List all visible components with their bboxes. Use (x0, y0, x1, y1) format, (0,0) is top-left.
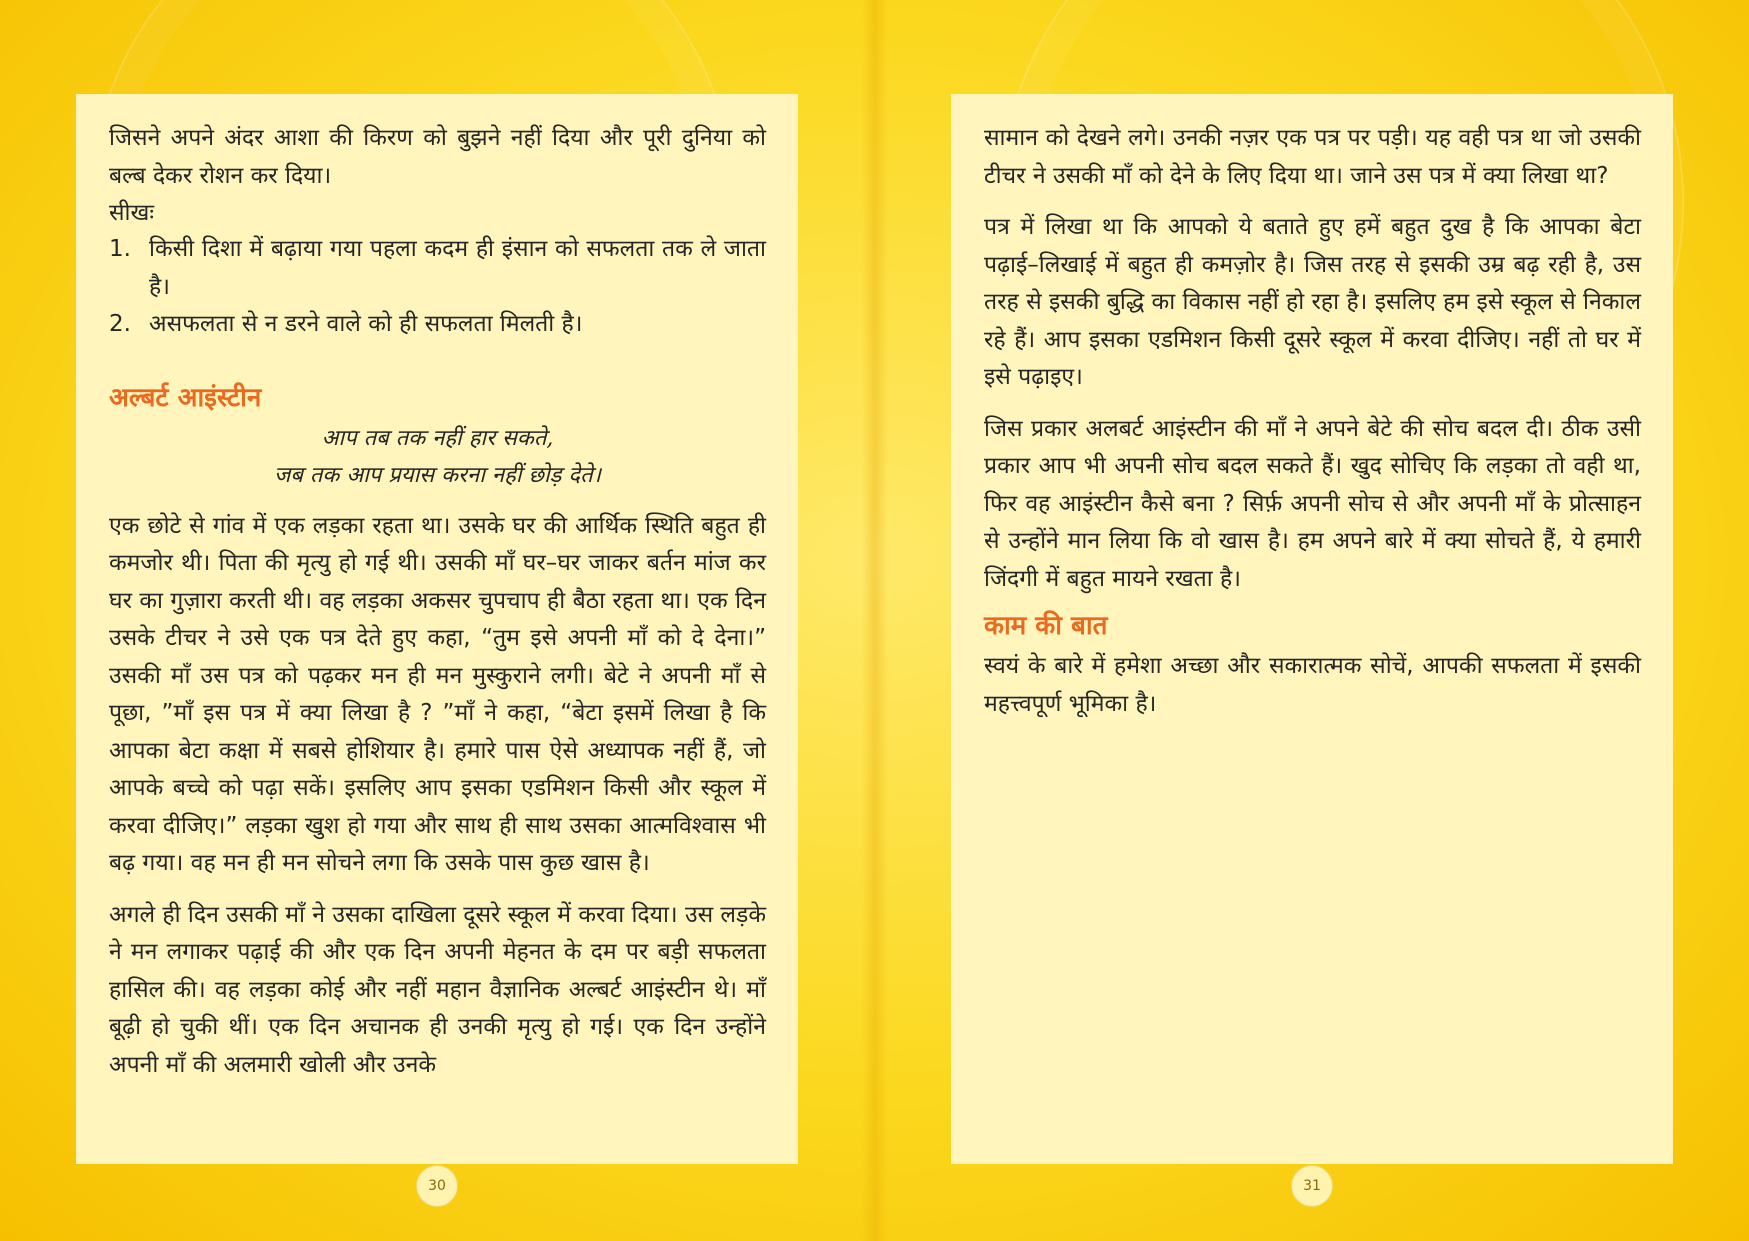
lessons-heading: सीखः (109, 200, 154, 226)
book-gutter (862, 0, 888, 1241)
right-page (951, 94, 1673, 1164)
list-item (109, 231, 766, 306)
section-title-einstein: अल्बर्ट आइंस्टीन (109, 382, 262, 413)
left-page (76, 94, 798, 1164)
right-paragraph-1: सामान को देखने लगे। उनकी नज़र एक पत्र पर पड़ी। यह वही पत्र था जो उसकी टीचर ने उसकी माँ को देने के लिए दिया था। जाने उस पत्र में क्या लिखा था? (984, 125, 1641, 189)
list-item (109, 306, 766, 344)
right-paragraph-2: पत्र में लिखा था कि आपको ये बताते हुए हमें बहुत दुख है कि आपका बेटा पढ़ाई–लिखाई में बहुत ही कमज़ोर है। जिस तरह से इसकी उम्र बढ़ रही है, उस तरह से इसकी बुद्धि का विकास नहीं हो रहा है। इसलिए हम इसे स्कूल से निकाल रहे हैं। आप इसका एडमिशन किसी दूसरे स्कूल में करवा दीजिए। नहीं तो घर में इसे पढ़ाइए। (984, 214, 1641, 390)
list-item-number: 1. (109, 236, 131, 262)
quote (109, 420, 766, 494)
list-item-text: असफलता से न डरने वाले को ही सफलता मिलती है। (149, 311, 583, 337)
page-number-left: 30 (416, 1165, 458, 1207)
story-paragraph-2: अगले ही दिन उसकी माँ ने उसका दाखिला दूसरे स्कूल में करवा दिया। उस लड़के ने मन लगाकर पढ़ाई की और एक दिन अपनी मेहनत के दम पर बड़ी सफलता हासिल की। वह लड़का कोई और नहीं महान वैज्ञानिक अल्बर्ट आइंस्टीन थे। माँ बूढ़ी हो चुकी थीं। एक दिन अचानक ही उनकी मृत्यु हो गई। एक दिन उन्होंने अपनी माँ की अलमारी खोली और उनके (109, 901, 766, 1078)
section-title-key-point: काम की बात (984, 611, 1108, 641)
closing-text: स्वयं के बारे में हमेशा अच्छा और सकारात्मक सोचें, आपकी सफलता में इसकी महत्त्वपूर्ण भूमिका है। (984, 653, 1641, 717)
quote-line-1: आप तब तक नहीं हार सकते, (321, 425, 554, 451)
lessons-list (109, 231, 766, 344)
intro-text: जिसने अपने अंदर आशा की किरण को बुझने नहीं दिया और पूरी दुनिया को बल्ब देकर रोशन कर दिया। (109, 125, 766, 189)
list-item-number: 2. (109, 311, 131, 337)
story-paragraph-1: एक छोटे से गांव में एक लड़का रहता था। उसके घर की आर्थिक स्थिति बहुत ही कमजोर थी। पिता की मृत्यु हो गई थी। उसकी माँ घर–घर जाकर बर्तन मांज कर घर का गुज़ारा करती थी। वह लड़का अकसर चुपचाप ही बैठा रहता था। एक दिन उसके टीचर ने उसे एक पत्र देते हुए कहा, “तुम इसे अपनी माँ को दे देना।” उसकी माँ उस पत्र को पढ़कर मन ही मन मुस्कुराने लगी। बेटे ने अपनी माँ से पूछा, ”माँ इस पत्र में क्या लिखा है ? ”माँ ने कहा, “बेटा इसमें लिखा है कि आपका बेटा कक्षा में सबसे होशियार है। हमारे पास ऐसे अध्यापक नहीं हैं, जो आपके बच्चे को पढ़ा सकें। इसलिए आप इसका एडमिशन किसी और स्कूल में करवा दीजिए।” लड़का खुश हो गया और साथ ही साथ उसका आत्मविश्वास भी बढ़ गया। वह मन ही मन सोचने लगा कि उसके पास कुछ खास है। (109, 512, 766, 876)
list-item-text: किसी दिशा में बढ़ाया गया पहला कदम ही इंसान को सफलता तक ले जाता है। (149, 236, 766, 300)
right-paragraph-3: जिस प्रकार अलबर्ट आइंस्टीन की माँ ने अपने बेटे की सोच बदल दी। ठीक उसी प्रकार आप भी अपनी सोच बदल सकते हैं। खुद सोचिए कि लड़का तो वही था, फिर वह आइंस्टीन कैसे बना ? सिर्फ़ अपनी सोच से और अपनी माँ के प्रोत्साहन से उन्होंने मान लिया कि वो खास है। हम अपने बारे में क्या सोचते हैं, ये हमारी जिंदगी में बहुत मायने रखता है। (984, 415, 1641, 592)
page-number-right: 31 (1291, 1165, 1333, 1207)
quote-line-2: जब तक आप प्रयास करना नहीं छोड़ देते। (274, 462, 601, 488)
